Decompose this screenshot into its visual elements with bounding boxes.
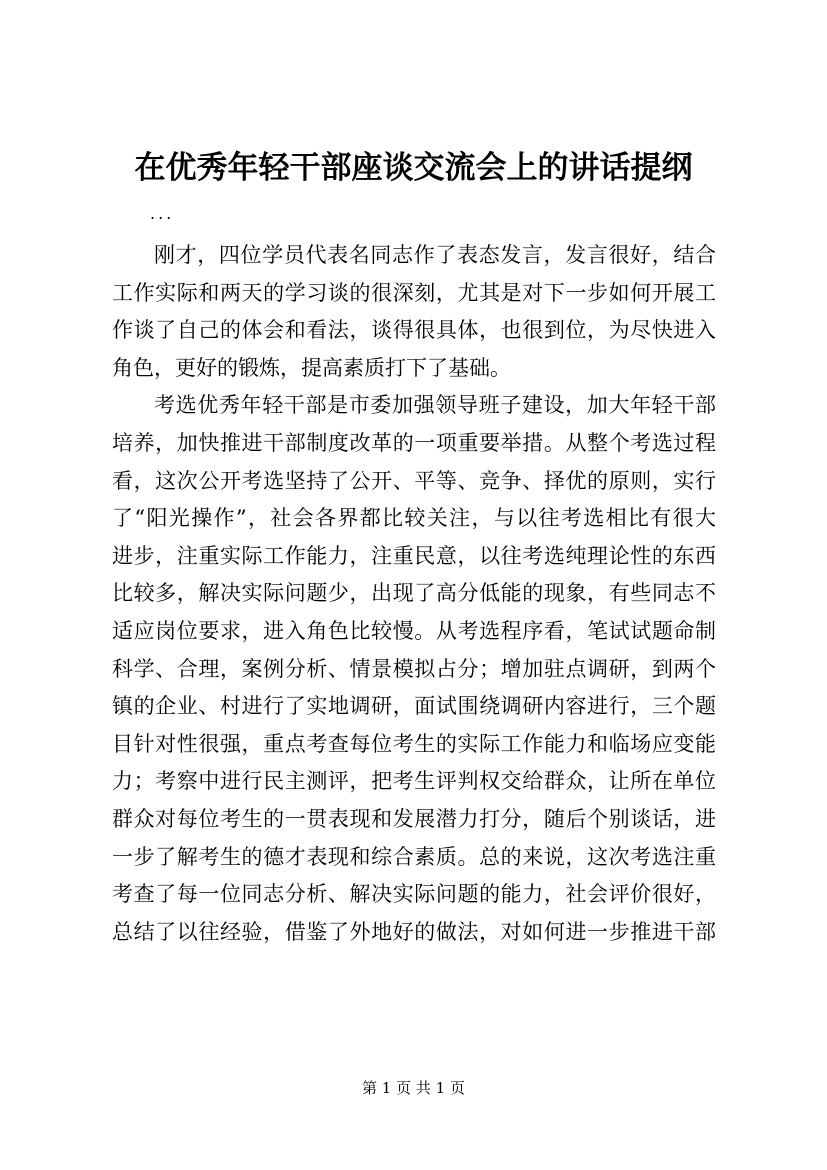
text-line: 作谈了自己的体会和看法，谈得很具体，也很到位，为尽快进入: [112, 318, 716, 343]
paragraph: [112, 237, 716, 387]
text-line: 镇的企业、村进行了实地调研，面试围绕调研内容进行，三个题: [112, 694, 716, 719]
text-line: 目针对性很强，重点考查每位考生的实际工作能力和临场应变能: [112, 731, 716, 756]
text-line: 一步了解考生的德才表现和综合素质。总的来说，这次考选注重: [112, 844, 716, 869]
text-line: 角色，更好的锻炼，提高素质打下了基础。: [112, 355, 511, 380]
text-line: 力；考察中进行民主测评，把考生评判权交给群众，让所在单位: [112, 769, 716, 794]
text-line: 了“阳光操作”，社会各界都比较关注，与以往考选相比有很大: [112, 506, 716, 531]
text-line: 比较多，解决实际问题少，出现了高分低能的现象，有些同志不: [112, 581, 716, 606]
text-line: 培养，加快推进干部制度改革的一项重要举措。从整个考选过程: [112, 430, 716, 455]
text-line: 工作实际和两天的学习谈的很深刻，尤其是对下一步如何开展工: [112, 280, 716, 305]
text-line: 看，这次公开考选坚持了公开、平等、竞争、择优的原则，实行: [112, 468, 716, 493]
document-title: 在优秀年轻干部座谈交流会上的讲话提纲: [134, 150, 693, 186]
text-line: 考选优秀年轻干部是市委加强领导班子建设，加大年轻干部: [154, 393, 716, 418]
ellipsis-marker: ...: [150, 204, 175, 223]
text-line: 总结了以往经验，借鉴了外地好的做法，对如何进一步推进干部: [112, 919, 716, 944]
text-line: 群众对每位考生的一贯表现和发展潜力打分，随后个别谈话，进: [112, 806, 716, 831]
text-line: 刚才，四位学员代表名同志作了表态发言，发言很好，结合: [154, 243, 716, 267]
text-line: 适应岗位要求，进入角色比较慢。从考选程序看，笔试试题命制: [112, 618, 716, 643]
page-footer: 第 1 页 共 1 页: [362, 1079, 465, 1097]
paragraph: [112, 387, 716, 951]
document-body: [112, 237, 716, 951]
text-line: 科学、合理，案例分析、情景模拟占分；增加驻点调研，到两个: [112, 656, 716, 681]
text-line: 进步，注重实际工作能力，注重民意，以往考选纯理论性的东西: [112, 543, 716, 568]
text-line: 考查了每一位同志分析、解决实际问题的能力，社会评价很好，: [112, 882, 716, 907]
